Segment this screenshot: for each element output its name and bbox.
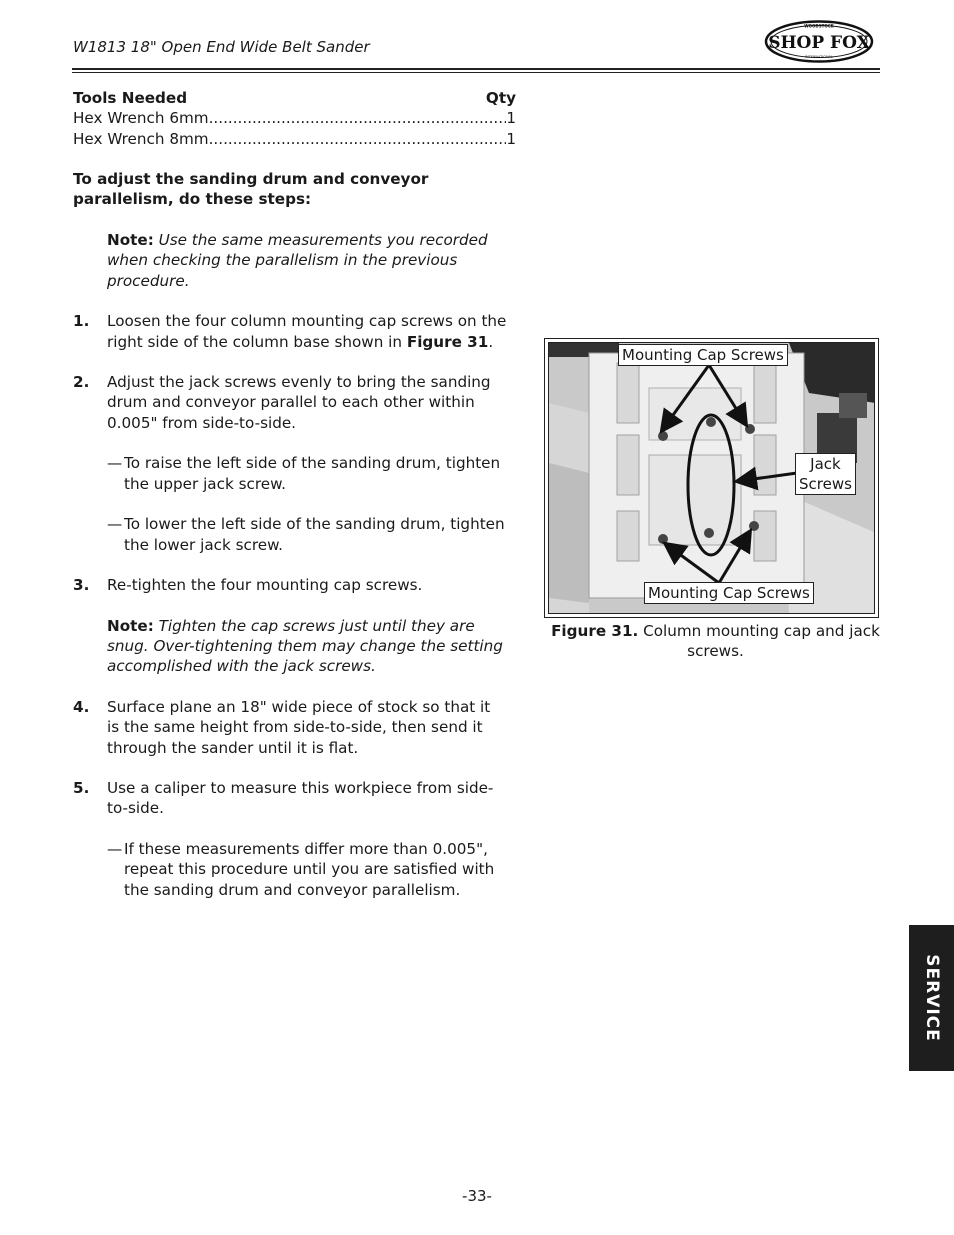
note-1 — [107, 230, 525, 291]
sub-bullet — [107, 514, 523, 555]
tool-qty: 1 — [506, 109, 516, 128]
step-text: Adjust the jack screws evenly to bring the sanding drum and conveyor parallel to each other within 0.005" from side-to-side. — [107, 373, 491, 432]
intro-instruction: To adjust the sanding drum and conveyor parallelism, do these steps: — [73, 170, 429, 209]
bullet-text: If these measurements differ more than 0.005", repeat this procedure until you are satisfied with the sanding drum and conveyor parallelism. — [124, 839, 495, 899]
note-label: Note: — [107, 616, 154, 635]
leader-dots — [209, 108, 507, 128]
step-number: 2. — [73, 373, 90, 392]
shop-fox-logo — [764, 19, 874, 64]
callout-mounting-cap-screws-top: Mounting Cap Screws — [618, 344, 788, 366]
qty-heading: Qty — [485, 89, 516, 107]
tool-item — [73, 129, 516, 149]
figure-reference: Figure 31 — [406, 332, 489, 351]
callout-mounting-cap-screws-bottom: Mounting Cap Screws — [644, 582, 814, 604]
step-5 — [73, 778, 505, 819]
bullet-text: To raise the left side of the sanding drum, tighten the upper jack screw. — [124, 454, 501, 493]
callout-jack-screws: Jack Screws — [795, 453, 856, 495]
tool-qty: 1 — [506, 129, 516, 148]
sub-bullet — [107, 839, 523, 900]
sub-bullet — [107, 453, 523, 494]
tool-name: Hex Wrench 8mm — [73, 129, 209, 148]
step-number: 5. — [73, 779, 90, 798]
step-4 — [73, 697, 505, 758]
procedure-column — [73, 88, 523, 900]
logo-small-bottom: INTERNATIONAL — [804, 55, 834, 59]
page-number: -33- — [462, 1187, 492, 1205]
service-section-tab — [909, 925, 954, 1071]
tools-header — [73, 88, 516, 108]
dash-marker: — — [107, 839, 123, 858]
step-text: Re-tighten the four mounting cap screws. — [107, 576, 423, 595]
step-number: 1. — [73, 312, 90, 331]
manual-title: W1813 18" Open End Wide Belt Sander — [73, 38, 370, 56]
note-text: Tighten the cap screws just until they are snug. Over-tightening them may change the setting accomplished with the jack screws. — [107, 616, 503, 676]
dash-marker: — — [107, 515, 123, 534]
note-2 — [107, 616, 517, 677]
caption-label: Figure 31. — [551, 622, 639, 640]
note-text: Use the same measurements you recorded when checking the parallelism in the previous procedure. — [107, 231, 488, 290]
tool-item — [73, 108, 516, 128]
step-text: Loosen the four column mounting cap screws on the right side of the column base shown in Figure 31. — [107, 312, 507, 351]
figure-caption — [548, 621, 883, 662]
tool-name: Hex Wrench 6mm — [73, 109, 209, 128]
bullet-text: To lower the left side of the sanding drum, tighten the lower jack screw. — [124, 515, 505, 554]
step-2 — [73, 372, 523, 433]
step-number: 4. — [73, 697, 90, 716]
step-3 — [73, 575, 523, 595]
tools-heading: Tools Needed — [73, 89, 188, 107]
note-label: Note: — [107, 231, 154, 250]
section-tab-label: SERVICE — [921, 954, 942, 1042]
leader-dots — [209, 129, 507, 149]
step-text: Use a caliper to measure this workpiece from side-to-side. — [107, 779, 494, 818]
header-rule-thin — [72, 72, 880, 73]
logo-text: SHOP FOX — [768, 33, 870, 53]
caption-text: Column mounting cap and jack screws. — [643, 622, 880, 661]
step-1 — [73, 311, 523, 352]
figure-31-photo — [548, 342, 875, 614]
dash-marker: — — [107, 454, 123, 473]
step-number: 3. — [73, 576, 90, 595]
header-rule — [72, 68, 880, 70]
step-text: Surface plane an 18" wide piece of stock so that it is the same height from side-to-side, then send it through the sander until it is flat. — [107, 697, 491, 757]
logo-small-top: WOODSTOCK — [804, 23, 834, 29]
